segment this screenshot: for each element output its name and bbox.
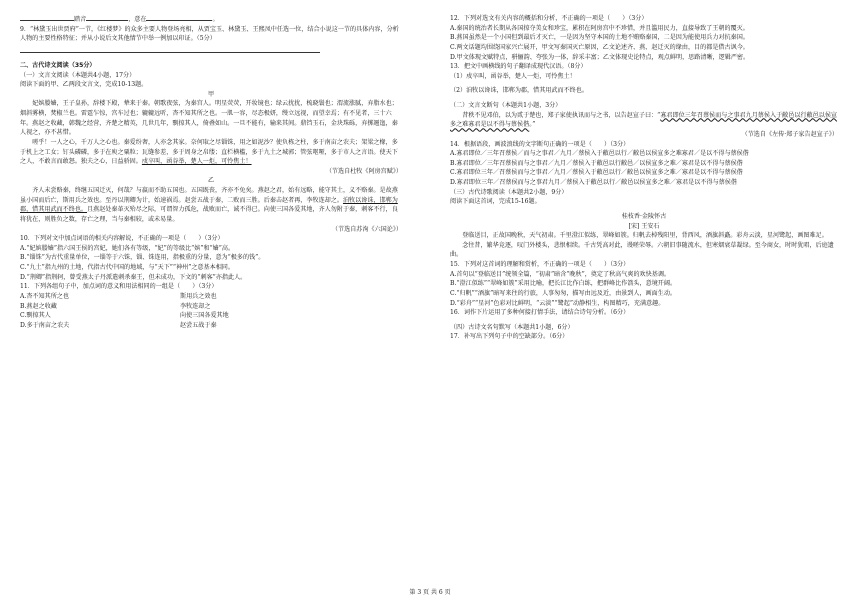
option-row: C.剽掠其人 向使三国各爱其地 <box>20 312 229 320</box>
option-row: D.多于南亩之农夫 赵尝五战于秦 <box>20 321 217 329</box>
left-column <box>20 14 402 330</box>
option-row: B.燕赵之收藏 李牧连却之 <box>20 302 211 310</box>
fill-line: 踏音 ，意在 。 <box>20 14 402 25</box>
option: C.“九土”指九州的土地，代指古代中国的地域，与“天下”“神州”之意基本相同。 <box>20 264 234 271</box>
option: B.燕国虽然是一个小国但到最后才灭亡，一是因为坚守本国的土地不贿赂秦国，二是因为能使用兵力对抗秦国。 <box>450 34 749 42</box>
answer-blank[interactable] <box>146 14 212 21</box>
passage-source: （节选自《左传·郑子家告赵宣子》） <box>741 130 838 138</box>
page-footer: 第 3 页 共 6 页 <box>409 589 451 596</box>
passage-jia-p1: 妃嫔媵嫱，王子皇孙，辞楼下殿，辇来于秦。朝歌夜弦，为秦宫人。明星荧荧，开妆镜也；绿云扰扰，梳晓鬟也；渭流涨腻，弃脂水也；烟斜雾横，焚椒兰也。雷霆乍惊，宫车过也；辘辘远听，杳不知其所之也。一肌一容，尽态极妍，缦立远视，而望幸焉；有不见者，三十六年。燕赵之收藏，韩魏之经营，齐楚之精英，几世几年，剽掠其人，倚叠如山。一旦不能有，输来其间。鼎铛玉石，金块珠砾，弃掷逦迤，秦人视之，亦不甚惜。 <box>20 100 398 137</box>
translation-item: （2）洎牧以谗诛，邯郸为郡，惜其用武而不终也。 <box>450 87 588 95</box>
option: B.“锱铢”为古代重量单位，一锱等于六铢，锱、铢连用，指极重的分量，意为“极多的钱”。 <box>20 254 265 262</box>
option: A.首句以“登临送目”统领全篇，“初肃”暗含“晚秋”，奠定了秋高气爽的欢快基调。 <box>450 270 671 278</box>
translation-item: （1）戍卒叫，函谷举，楚人一炬，可怜焦土！ <box>450 72 576 80</box>
question-17: 17．补写出下列句子中的空缺部分。（6分） <box>450 333 569 341</box>
passage-source: （节选自苏洵《六国论》） <box>331 225 402 233</box>
option: D.“荆卿”指荆轲，曾受燕太子丹派遣刺杀秦王，但未成功，下文的“刺客”亦指此人。 <box>20 273 247 281</box>
section-intro: 阅读下面的甲、乙两段文言文，完成10-13题。 <box>20 81 148 89</box>
section-intro: 阅读下面这首词，完成15-16题。 <box>450 198 541 206</box>
option: B.“澄江似练”“翠峰如簇”采用比喻，把长江比作白练，把群峰比作箭头，意境开阔。 <box>450 280 677 288</box>
option: D.“彩舟”“星河”色彩对比鲜明，“云淡”“鹭起”动静相生，构图精巧，充满意趣。 <box>450 299 665 307</box>
question-16: 16．词作下片运用了多种何接打情手法，请结合诗句分析。（6分） <box>450 309 630 317</box>
option: D.寡君即位三年／召蔡侯而与之事君九月／蔡侯入于敝邑以行／敝邑以侯宣多之难／寡君是以不得与蔡侯偕 <box>450 179 737 186</box>
poem-stanza: 念往昔，繁华竞逐，叹门外楼头，悲恨相续。千古凭高对此，谩嗟荣辱。六朝旧事随流水，但寒烟衰草凝绿。至今商女，时时犹唱，后庭遗曲。 <box>450 241 834 259</box>
option: A.寡君即位／三年召蔡侯／而与之事君／九月／蔡侯入于敝邑以行／敝邑以侯宣多之难寡君／是以不得与蔡侯偕 <box>450 150 749 158</box>
subsection-heading: （一）文言文阅读（本题共4小题，17分） <box>20 71 136 79</box>
poem-author: [宋] 王安石 <box>628 222 660 230</box>
option: A.“妃嫔媵嫱”指六国王侯的宫妃，她们各有等级，“妃”的等级比“嫔”和“嫱”高。 <box>20 244 235 252</box>
question-9: 9．“林黛玉出世贾府”一节，《红楼梦》的众多主要人物登场亮相，从贾宝玉、林黛玉、王熙凤中任选一位，结合小说这一节的具体内容，分析人物的主要性格特征；并从小说后文其他情节中举一例加以印证。（5分） <box>20 25 399 43</box>
answer-blank[interactable] <box>20 14 74 21</box>
section-heading: 二、古代诗文阅读（35分） <box>20 61 96 69</box>
passage-jia-p2: 嗟乎！一人之心，千万人之心也。秦爱纷奢，人亦念其家。奈何取之尽锱铢，用之如泥沙？使负栋之柱，多于南亩之农夫；架梁之椽，多于机上之工女；钉头磷磷，多于在庾之粟粒；瓦缝参差，多于周身之帛缕；直栏横槛，多于九土之城郭；管弦呕哑，多于市人之言语。使天下之人，不敢言而敢怒。独夫之心，日益骄固。戍卒叫，函谷举，楚人一炬，可怜焦土！ <box>20 138 398 166</box>
option: C.“归帆”“酒旗”暗写来往的行旅，人事匆匆，描写由远及近，由景到人，画面生动。 <box>450 289 677 297</box>
answer-blank[interactable] <box>86 14 128 21</box>
passage-text: 昔秩不见邓伯，以为贰于楚也，郑子家使执讯而与之书，以告赵宣子曰：“寡君即位三年召蔡侯而与之事君九月蔡侯入于敝邑以行敝邑以侯宣多之难寡君是以不得与蔡侯偕。” <box>450 111 838 129</box>
passage-label-yi: 乙 <box>207 177 215 185</box>
poem-stanza: 登临送目，正故国晚秋，天气初肃。千里澄江似练，翠峰如簇。归帆去棹残阳里，背西风，酒旗斜矗。彩舟云淡，星河鹭起，画图难足。 <box>462 232 828 240</box>
wavy-underlined-text: 寡君即位三年召蔡侯而与之事君九月蔡侯入于敝邑以行敝邑以侯宣多之难寡君是以不得与蔡侯偕 <box>450 111 838 129</box>
answer-line[interactable] <box>20 44 320 53</box>
passage-label-jia: 甲 <box>207 90 215 98</box>
option-row: A.杳不知其所之也 斯用兵之效也 <box>20 292 217 300</box>
option: C.两文话题均围绕国家兴亡展开，甲文写秦国灭亡原因，乙文论述齐、燕、赵迁灭的缘由，目的都是借古讽今。 <box>450 43 749 51</box>
subsection-heading: （四）古诗文名句默写（本题共1小题，6分） <box>450 323 574 331</box>
question-12: 12．下列对选文有关内容的概括和分析，不正确的一项是（ ）（3分） <box>450 15 648 22</box>
passage-source: （节选自杜牧《阿房宫赋》） <box>325 167 402 175</box>
question-11: 11．下列各组句子中，加点词的意义和用法相同的一组是（ ）（3分） <box>20 283 218 291</box>
poem-title: 桂枝香·金陵怀古 <box>621 212 667 220</box>
underlined-sentence: 洎牧以谗诛，邯郸为郡，惜其用武而不终也。 <box>20 196 398 214</box>
option: C.寡君即位三年／召蔡侯而与之事君／九月／蔡侯入于敝邑以行／敝邑以侯宣多之难／寡君是以不得与蔡侯偕 <box>450 169 743 177</box>
underlined-sentence: 戍卒叫，函谷举，楚人一炬，可怜焦土！ <box>141 158 252 166</box>
option: B.寡君即位／三年召蔡侯而与之事君／九月／蔡侯入于敝邑以行敝邑／以侯宣多之难／寡君是以不得与蔡侯偕 <box>450 159 743 167</box>
question-13: 13．把文中画横线的句子翻译成现代汉语。（8分） <box>450 63 587 71</box>
right-column <box>450 14 838 342</box>
question-15: 15．下列对这首词的理解和赏析，不正确的一项是（ ）（3分） <box>450 261 630 268</box>
question-10: 10．下列对文中加点词语的相关内容解说，不正确的一项是（ ）（3分） <box>20 235 224 243</box>
option: A.秦国的统治者长期从各国掠夺美女和珍宝，累积在阿房宫中不珍惜，并且滥用民力，直接导致了王朝的覆灭。 <box>450 24 749 32</box>
subsection-heading: （二）文言文断句（本题共1小题，3分） <box>450 102 562 109</box>
question-14: 14．根据语段，画波浪线的文字断句正确的一项是（ ）（3分） <box>450 140 630 148</box>
option: D.甲文体现文赋特点，骈俪韵、夸张为一体，辞采丰富；乙文体现史论特点，观点鲜明，思路清晰，逻辑严密。 <box>450 53 750 61</box>
subsection-heading: （三）古代诗歌阅读（本题共2小题，9分） <box>450 188 568 196</box>
passage-yi-p1: 齐人未尝赂秦，终继五国迁灭，何哉？与嬴而不助五国也。五国既丧，齐亦不免矣。燕赵之君，始有远略，能守其土，义不赂秦。是故燕虽小国而后亡，斯用兵之效也。至丹以荆卿为计，始速祸焉。赵尝五战于秦，二败而三胜。后秦击赵者再，李牧连却之。洎牧以谗诛，邯郸为郡，惜其用武而不终也。且燕赵处秦革灭殆尽之际，可谓智力孤危，战败而亡，诚不得已。向使三国各爱其地，齐人勿附于秦，刺客不行，良将犹在，则胜负之数，存亡之理，当与秦相较，或未易量。 <box>20 187 398 223</box>
